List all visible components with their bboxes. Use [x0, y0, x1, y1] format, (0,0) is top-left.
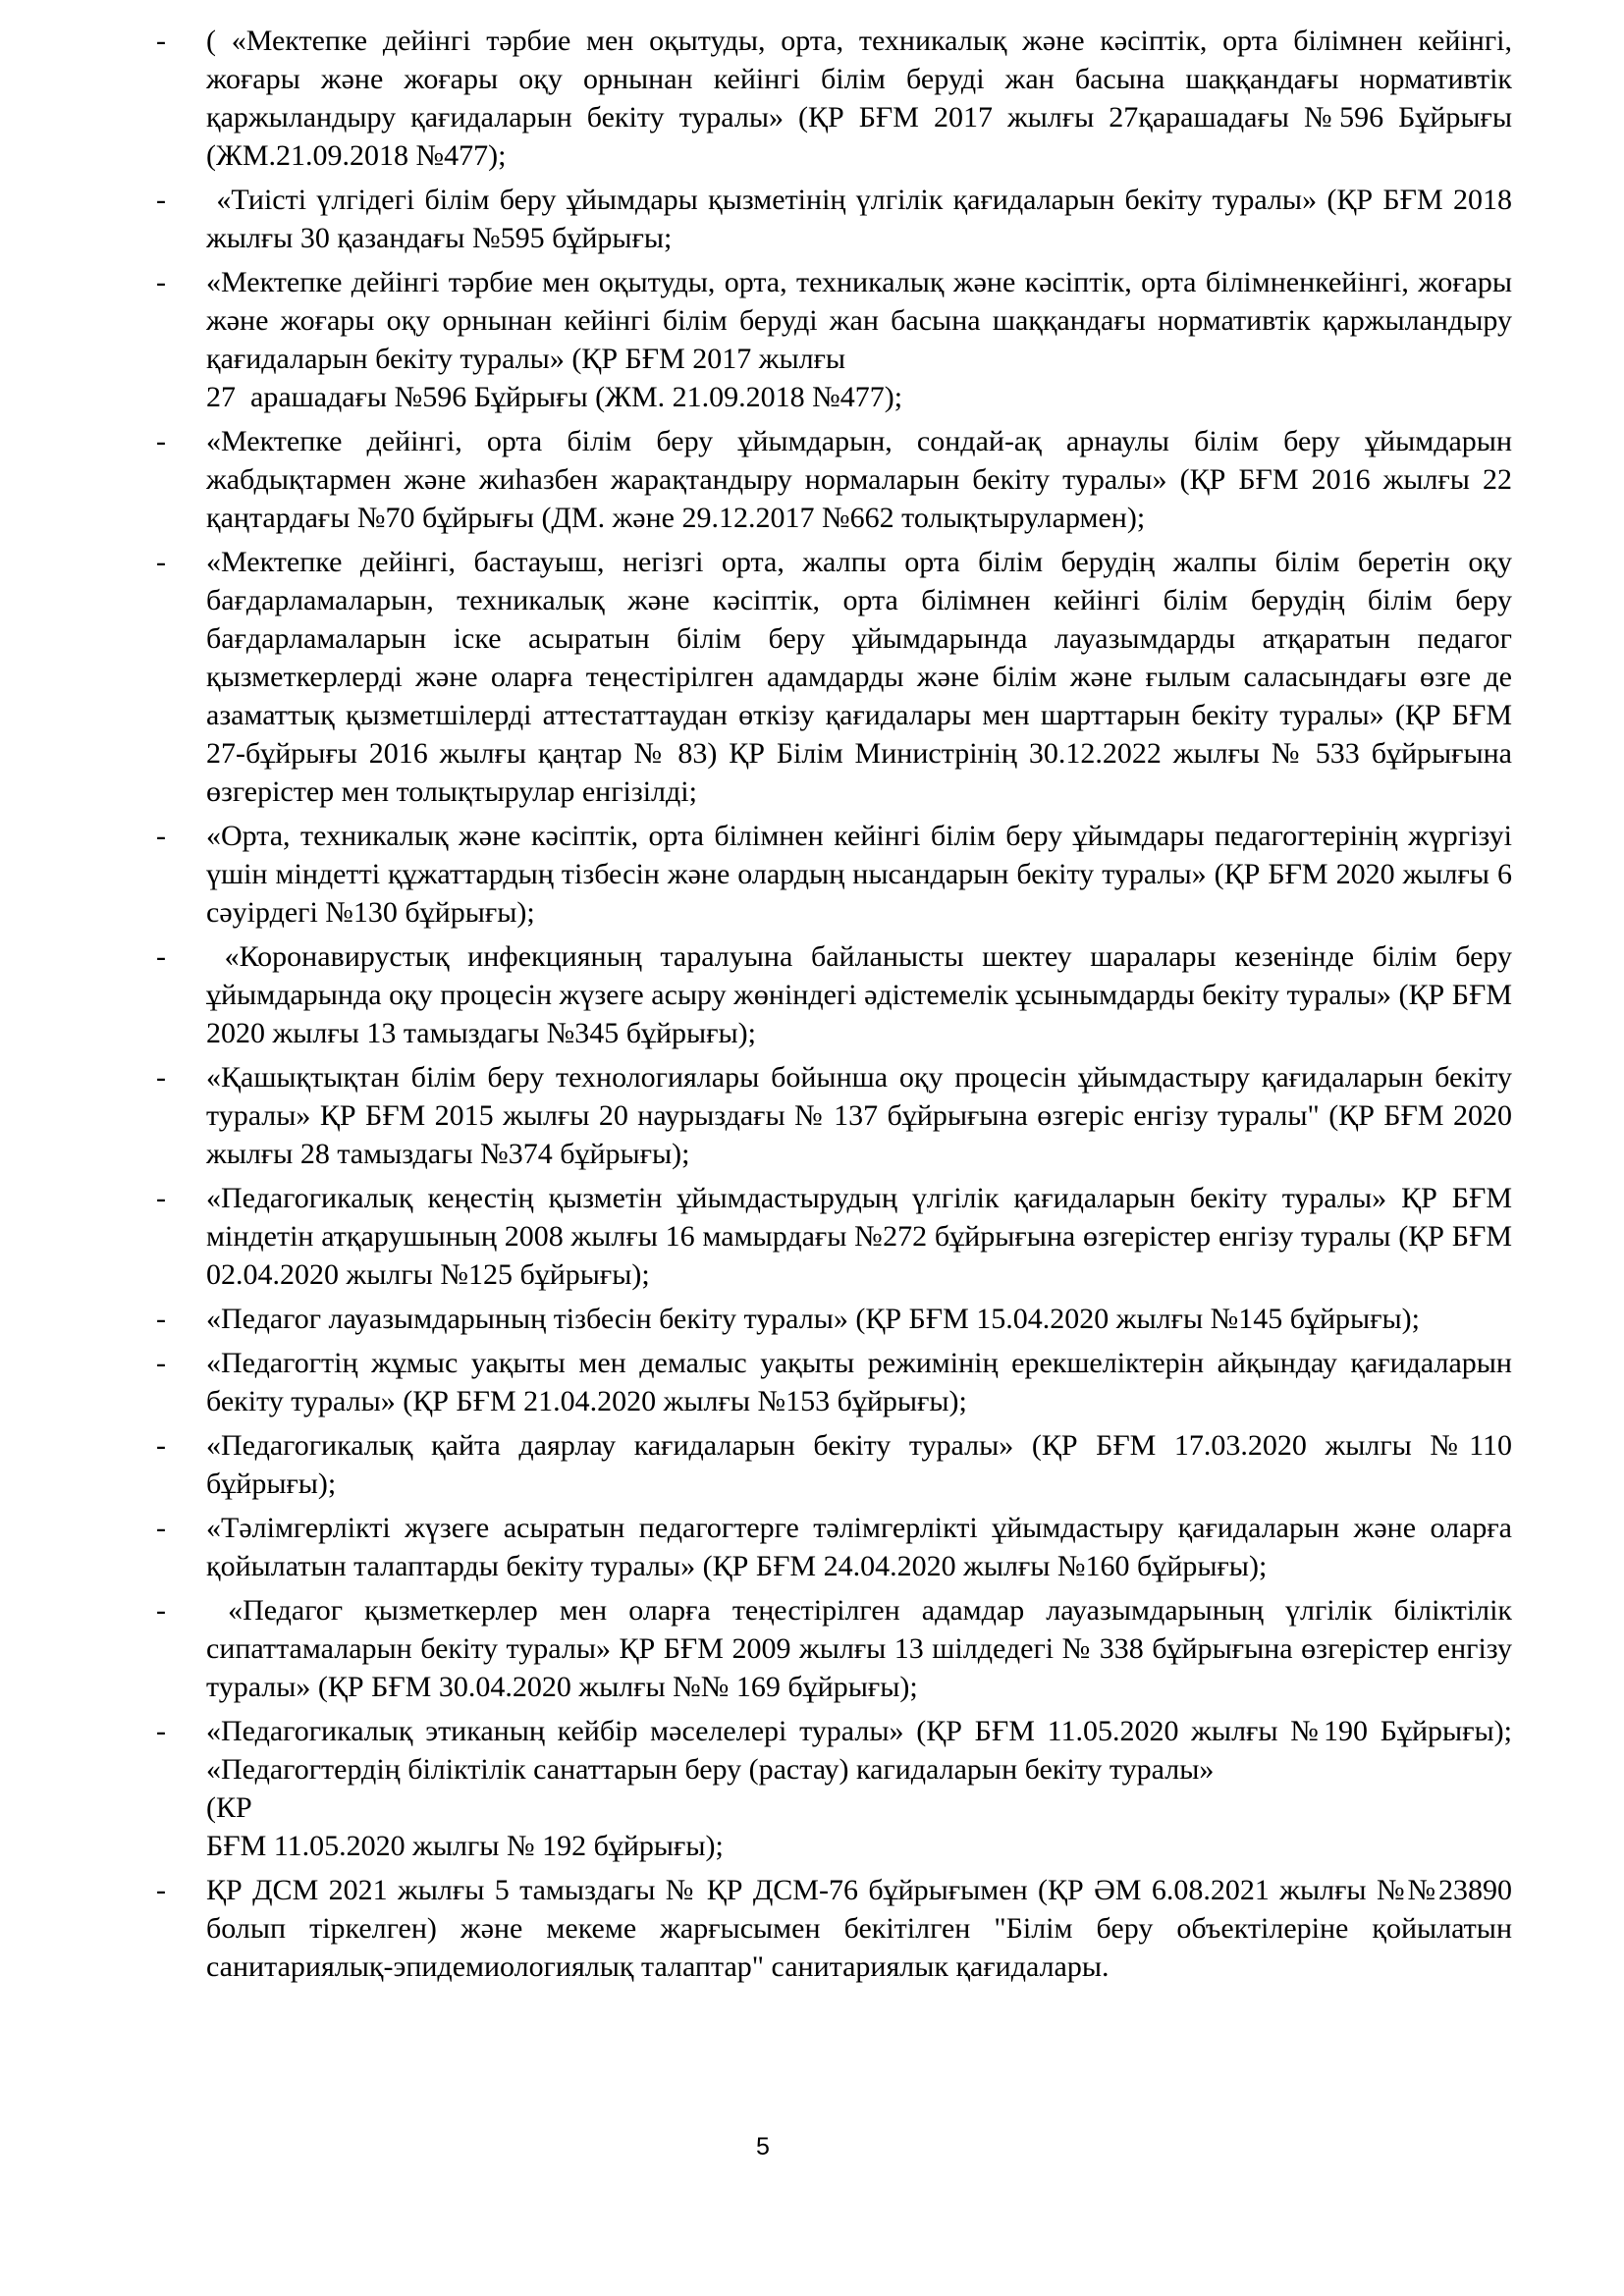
dash-marker: -: [156, 184, 166, 216]
list-item-text: «Тәлімгерлікті жүзеге асыратын педагогтерге тәлімгерлікті ұйымдастыру қағидаларын және оларға қойылатын талаптарды бекіту туралы» (ҚР БҒМ 24.04.2020 жылғы №160 бұйрығы);: [206, 1512, 1512, 1582]
list-item: [152, 422, 1512, 537]
list-item-text: «Педагогикалық этиканың кейбір мәселелері туралы» (ҚР БҒМ 11.05.2020 жылғы №190 Бұйрығы); «Педагогтердің біліктілік санаттарын беру (растау) кагидаларын бекіту туралы» (КР БҒМ 11.05.2020 жылгы № 192 бұйрығы);: [206, 1715, 1512, 1862]
list-item-text: «Орта, техникалық және кәсіптік, орта білімнен кейінгі білім беру ұйымдары педагогтерінің жүргізуі үшін міндетті құжаттардың тізбесін және олардың нысандарын бекіту туралы» (ҚР БҒМ 2020 жылғы 6 сәуірдегі №130 бұйрығы);: [206, 820, 1512, 929]
dash-marker: -: [156, 1347, 166, 1379]
page-footer: [0, 2132, 1526, 2162]
list-item-text: «Педагог лауазымдарының тізбесін бекіту туралы» (ҚР БҒМ 15.04.2020 жылғы №145 бұйрығы);: [206, 1303, 1420, 1335]
dash-marker: -: [156, 266, 166, 298]
regulations-list: [152, 22, 1512, 1992]
page-number: 5: [756, 2133, 770, 2161]
list-item: [152, 181, 1512, 257]
dash-marker: -: [156, 1594, 166, 1627]
dash-marker: -: [156, 25, 166, 57]
list-item: [152, 263, 1512, 416]
dash-marker: -: [156, 1182, 166, 1214]
list-item-text: ҚР ДСМ 2021 жылғы 5 тамыздагы № ҚР ДСМ-76 бұйрығымен (ҚР ӘМ 6.08.2021 жылғы №№23890 болып тіркелген) және мекеме жарғысымен бекітілген "Білім беру объектілеріне қойылатын санитариялық-эпидемиологиялық талаптар" санитариялык қағидалары.: [206, 1874, 1512, 1983]
list-item-text: «Коронавирустық инфекцияның таралуына байланысты шектеу шаралары кезенінде білім беру ұйымдарында оқу процесін жүзеге асыру жөніндегі әдістемелік ұсынымдарды бекіту туралы» (ҚР БҒМ 2020 жылғы 13 тамыздагы №345 бұйрығы);: [206, 940, 1512, 1049]
dash-marker: -: [156, 1429, 166, 1462]
list-item-text: «Педагогтің жұмыс уақыты мен демалыс уақыты режимінің ерекшеліктерін айқындау қағидаларын бекіту туралы» (ҚР БҒМ 21.04.2020 жылғы №153 бұйрығы);: [206, 1347, 1512, 1417]
dash-marker: -: [156, 1874, 166, 1906]
dash-marker: -: [156, 820, 166, 852]
list-item-text: «Тиісті үлгідегі білім беру ұйымдары қызметінің үлгілік қағидаларын бекіту туралы» (ҚР БҒМ 2018 жылғы 30 қазандағы №595 бұйрығы;: [206, 184, 1512, 254]
list-item: [152, 1179, 1512, 1294]
list-item: [152, 937, 1512, 1052]
list-item: [152, 1058, 1512, 1173]
list-item-text: «Педагогикалық қайта даярлау кағидаларын бекіту туралы» (ҚР БҒМ 17.03.2020 жылгы №110 бұйрығы);: [206, 1429, 1512, 1500]
list-item: [152, 1426, 1512, 1503]
list-item-text: «Мектепке дейінгі тәрбие мен оқытуды, орта, техникалық және кәсіптік, орта білімненкейінгі, жоғары және жоғары оқу орнынан кейінгі білім беруді жан басына шаққандағы нормативтік қаржыландыру қағидаларын бекіту туралы» (ҚР БҒМ 2017 жылғы 27 арашадағы №596 Бұйрығы (ЖМ. 21.09.2018 №477);: [206, 266, 1512, 413]
list-item-text: «Педагог қызметкерлер мен оларға теңестірілген адамдар лауазымдарының үлгілік біліктілік сипаттамаларын бекіту туралы» ҚР БҒМ 2009 жылғы 13 шілдедегі № 338 бұйрығына өзгерістер енгізу туралы» (ҚР БҒМ 30.04.2020 жылғы №№ 169 бұйрығы);: [206, 1594, 1512, 1703]
list-item-text: ( «Мектепке дейінгі тәрбие мен оқытуды, орта, техникалық және кәсіптік, орта білімнен кейінгі, жоғары және жоғары оқу орнынан кейінгі білім беруді жан басына шаққандағы нормативтік қаржыландыру қағидаларын бекіту туралы» (ҚР БҒМ 2017 жылғы 27қарашадағы №596 Бұйрығы (ЖМ.21.09.2018 №477);: [206, 25, 1512, 172]
list-item: [152, 1591, 1512, 1706]
list-item-text: «Мектепке дейінгі, орта білім беру ұйымдарын, сондай-ақ арнаулы білім беру ұйымдарын жабдықтармен және жиһазбен жарақтандыру нормаларын бекіту туралы» (ҚР БҒМ 2016 жылғы 22 қаңтардағы №70 бұйрығы (ДМ. және 29.12.2017 №662 толықтырулармен);: [206, 425, 1512, 534]
list-item: [152, 817, 1512, 932]
list-item: [152, 22, 1512, 175]
dash-marker: -: [156, 940, 166, 973]
list-item: [152, 1509, 1512, 1585]
dash-marker: -: [156, 1061, 166, 1094]
list-item-text: «Мектепке дейінгі, бастауыш, негізгі орта, жалпы орта білім берудің жалпы білім беретін оқу бағдарламаларын, техникалық және кәсіптік, орта білімнен кейінгі білім берудің білім беру бағдарламаларын іске асыратын білім беру ұйымдарында лауазымдарды атқаратын педагог қызметкерлерді және оларға теңестірілген адамдарды және білім және ғылым саласындағы өзге де азаматтық қызметшілерді аттестаттаудан өткізу қағидалары мен шарттарын бекіту туралы» (ҚР БҒМ 27-бұйрығы 2016 жылғы қаңтар № 83) ҚР Білім Министрінің 30.12.2022 жылғы № 533 бұйрығына өзгерістер мен толықтырулар енгізілді;: [206, 546, 1512, 808]
list-item-text: «Қашықтықтан білім беру технологиялары бойынша оқу процесін ұйымдастыру қағидаларын бекіту туралы» ҚР БҒМ 2015 жылғы 20 наурыздағы № 137 бұйрығына өзгеріс енгізу туралы" (ҚР БҒМ 2020 жылғы 28 тамыздагы №374 бұйрығы);: [206, 1061, 1512, 1170]
list-item: [152, 1344, 1512, 1420]
dash-marker: -: [156, 425, 166, 457]
dash-marker: -: [156, 1512, 166, 1544]
list-item-text: «Педагогикалық кеңестің қызметін ұйымдастырудың үлгілік қағидаларын бекіту туралы» ҚР БҒМ міндетін атқарушының 2008 жылғы 16 мамырдағы №272 бұйрығына өзгерістер енгізу туралы (ҚР БҒМ 02.04.2020 жылгы №125 бұйрығы);: [206, 1182, 1512, 1291]
list-item: [152, 543, 1512, 811]
dash-marker: -: [156, 1303, 166, 1335]
dash-marker: -: [156, 1715, 166, 1747]
list-item: [152, 1871, 1512, 1986]
list-item: [152, 1712, 1512, 1865]
list-item: [152, 1300, 1512, 1338]
dash-marker: -: [156, 546, 166, 578]
